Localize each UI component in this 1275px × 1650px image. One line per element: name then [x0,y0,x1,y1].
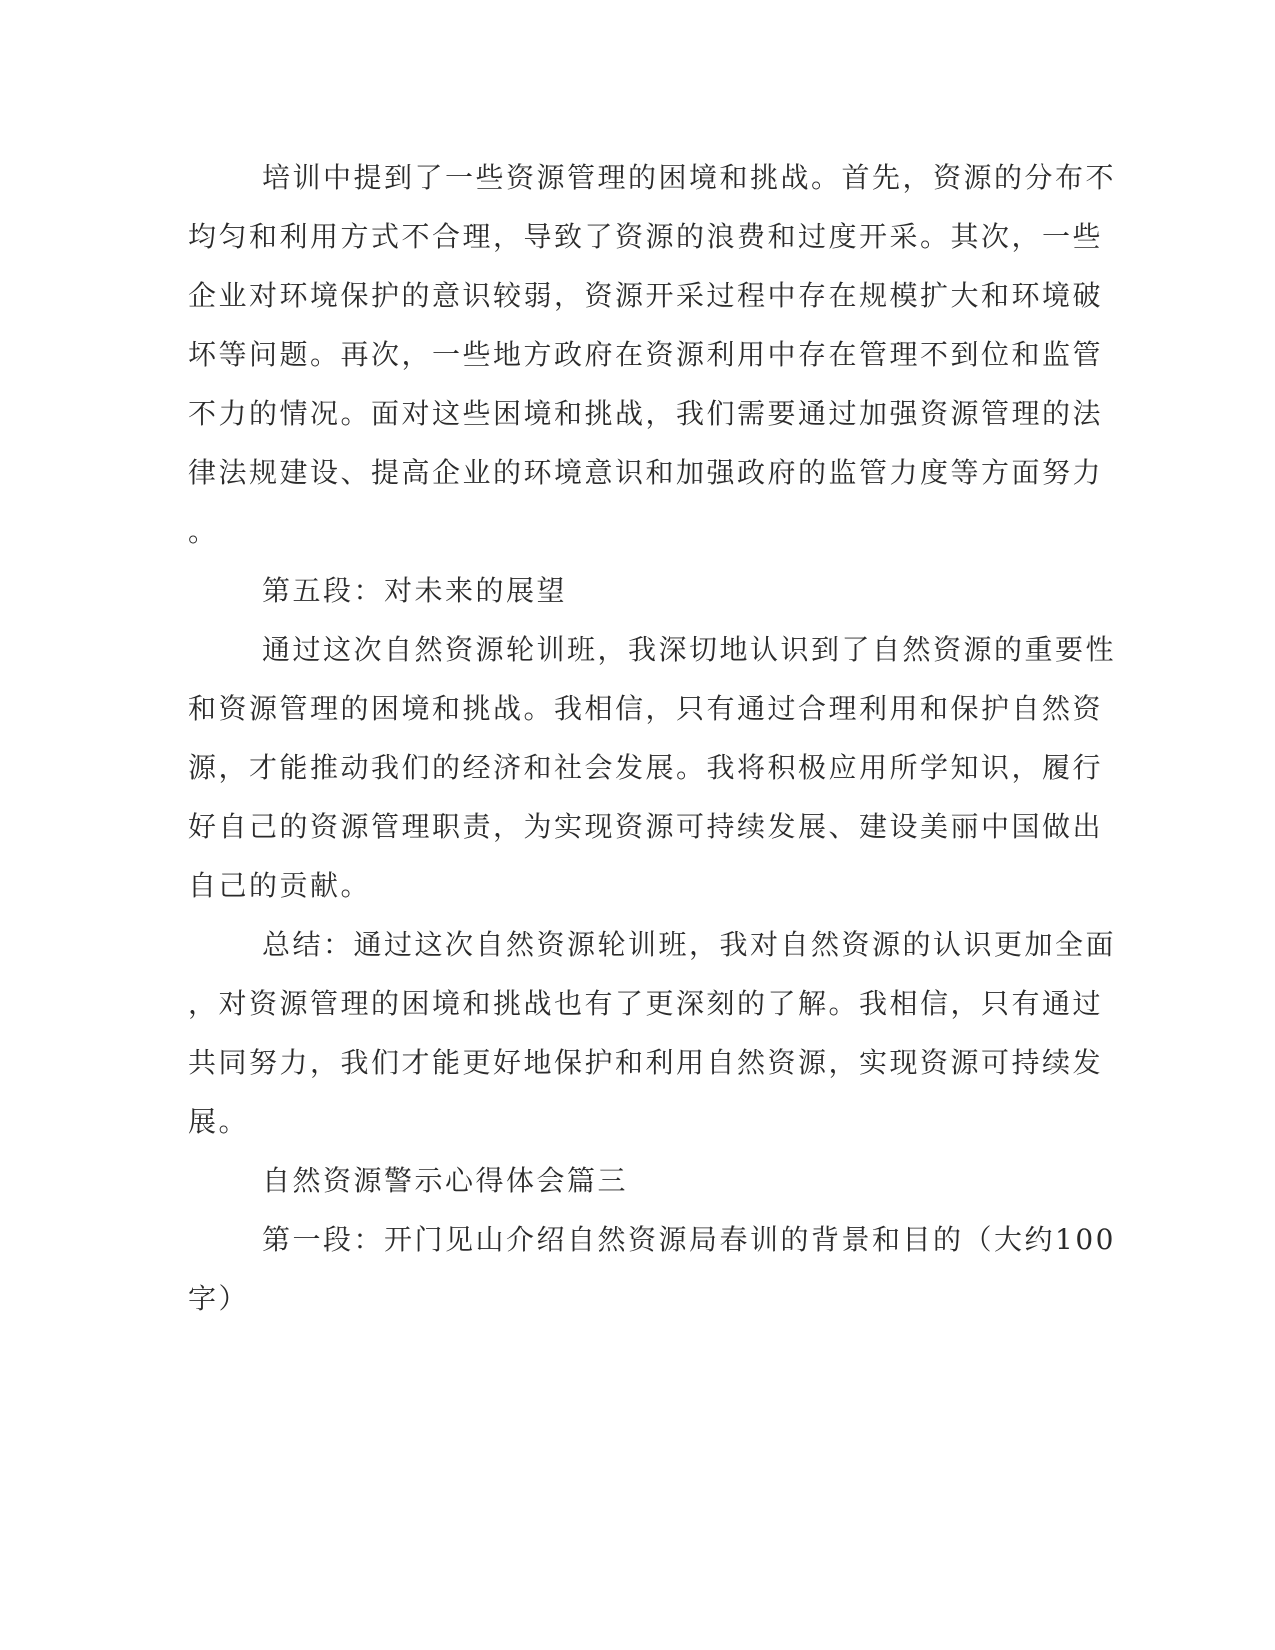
paragraph-line: 律法规建设、提高企业的环境意识和加强政府的监管力度等方面努力 [188,456,1104,489]
paragraph-line: 字） [188,1282,250,1315]
paragraph-line: 源，才能推动我们的经济和社会发展。我将积极应用所学知识，履行 [188,751,1104,784]
paragraph-line: 自己的贡献。 [188,869,372,902]
paragraph-line: 和资源管理的困境和挑战。我相信，只有通过合理利用和保护自然资 [188,692,1104,725]
paragraph-line: 总结：通过这次自然资源轮训班，我对自然资源的认识更加全面 [262,928,1117,961]
paragraph-line: 通过这次自然资源轮训班，我深切地认识到了自然资源的重要性 [262,633,1117,666]
paragraph-line: 第一段：开门见山介绍自然资源局春训的背景和目的（大约100 [262,1223,1116,1256]
paragraph-line: 。 [188,515,219,548]
paragraph-line: 企业对环境保护的意识较弱，资源开采过程中存在规模扩大和环境破 [188,279,1104,312]
paragraph-line: 培训中提到了一些资源管理的困境和挑战。首先，资源的分布不 [262,161,1117,194]
paragraph-line: 展。 [188,1105,250,1138]
paragraph-line: 坏等问题。再次，一些地方政府在资源利用中存在管理不到位和监管 [188,338,1104,371]
paragraph-line: ，对资源管理的困境和挑战也有了更深刻的了解。我相信，只有通过 [188,987,1104,1020]
paragraph-line: 不力的情况。面对这些困境和挑战，我们需要通过加强资源管理的法 [188,397,1104,430]
paragraph-line: 共同努力，我们才能更好地保护和利用自然资源，实现资源可持续发 [188,1046,1104,1079]
paragraph-line: 均匀和利用方式不合理，导致了资源的浪费和过度开采。其次，一些 [188,220,1104,253]
paragraph-line: 好自己的资源管理职责，为实现资源可持续发展、建设美丽中国做出 [188,810,1104,843]
section-heading: 自然资源警示心得体会篇三 [262,1164,629,1197]
section-heading: 第五段：对未来的展望 [262,574,568,607]
